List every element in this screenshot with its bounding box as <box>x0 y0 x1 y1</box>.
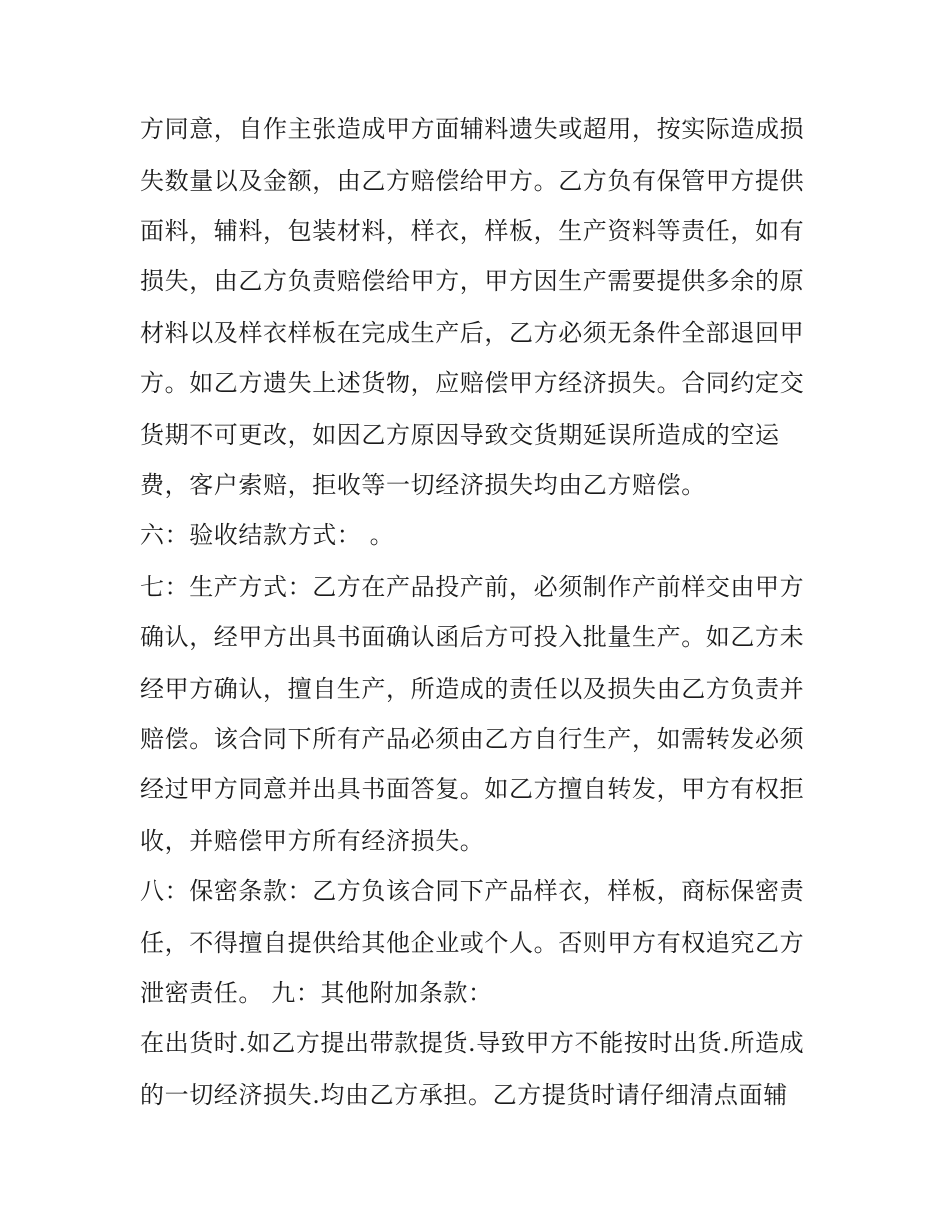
text-line: 确认，经甲方出具书面确认函后方可投入批量生产。如乙方未 <box>140 623 805 651</box>
text-line: 费，客户索赔，拒收等一切经济损失均由乙方赔偿。 <box>140 471 706 499</box>
text-line: 失数量以及金额，由乙方赔偿给甲方。乙方负有保管甲方提供 <box>140 167 805 195</box>
text-line: 收，并赔偿甲方所有经济损失。 <box>140 827 485 855</box>
text-line: 在出货时.如乙方提出带款提货.导致甲方不能按时出货.所造成 <box>140 1029 805 1057</box>
section-heading-six: 六：验收结款方式： 。 <box>140 521 395 549</box>
text-line: 赔偿。该合同下所有产品必须由乙方自行生产，如需转发必须 <box>140 725 805 753</box>
text-line: 经过甲方同意并出具书面答复。如乙方擅自转发，甲方有权拒 <box>140 775 805 803</box>
text-line: 材料以及样衣样板在完成生产后，乙方必须无条件全部退回甲 <box>140 319 805 347</box>
text-line: 的一切经济损失.均由乙方承担。乙方提货时请仔细清点面辅 <box>140 1081 788 1109</box>
text-line: 方。如乙方遗失上述货物，应赔偿甲方经济损失。合同约定交 <box>140 369 805 397</box>
text-line: 方同意，自作主张造成甲方面辅料遗失或超用，按实际造成损 <box>140 115 805 143</box>
text-line: 经甲方确认，擅自生产，所造成的责任以及损失由乙方负责并 <box>140 675 805 703</box>
text-line: 损失，由乙方负责赔偿给甲方，甲方因生产需要提供多余的原 <box>140 267 805 295</box>
text-line: 任，不得擅自提供给其他企业或个人。否则甲方有权追究乙方 <box>140 929 805 957</box>
section-seven-line: 七：生产方式：乙方在产品投产前，必须制作产前样交由甲方 <box>140 573 805 601</box>
section-eight-line: 八：保密条款：乙方负该合同下产品样衣，样板，商标保密责 <box>140 877 805 905</box>
text-line: 货期不可更改，如因乙方原因导致交货期延误所造成的空运 <box>140 421 780 449</box>
section-nine-line: 泄密责任。 九：其他附加条款： <box>140 979 493 1007</box>
text-line: 面料，辅料，包装材料，样衣，样板，生产资料等责任，如有 <box>140 217 805 245</box>
